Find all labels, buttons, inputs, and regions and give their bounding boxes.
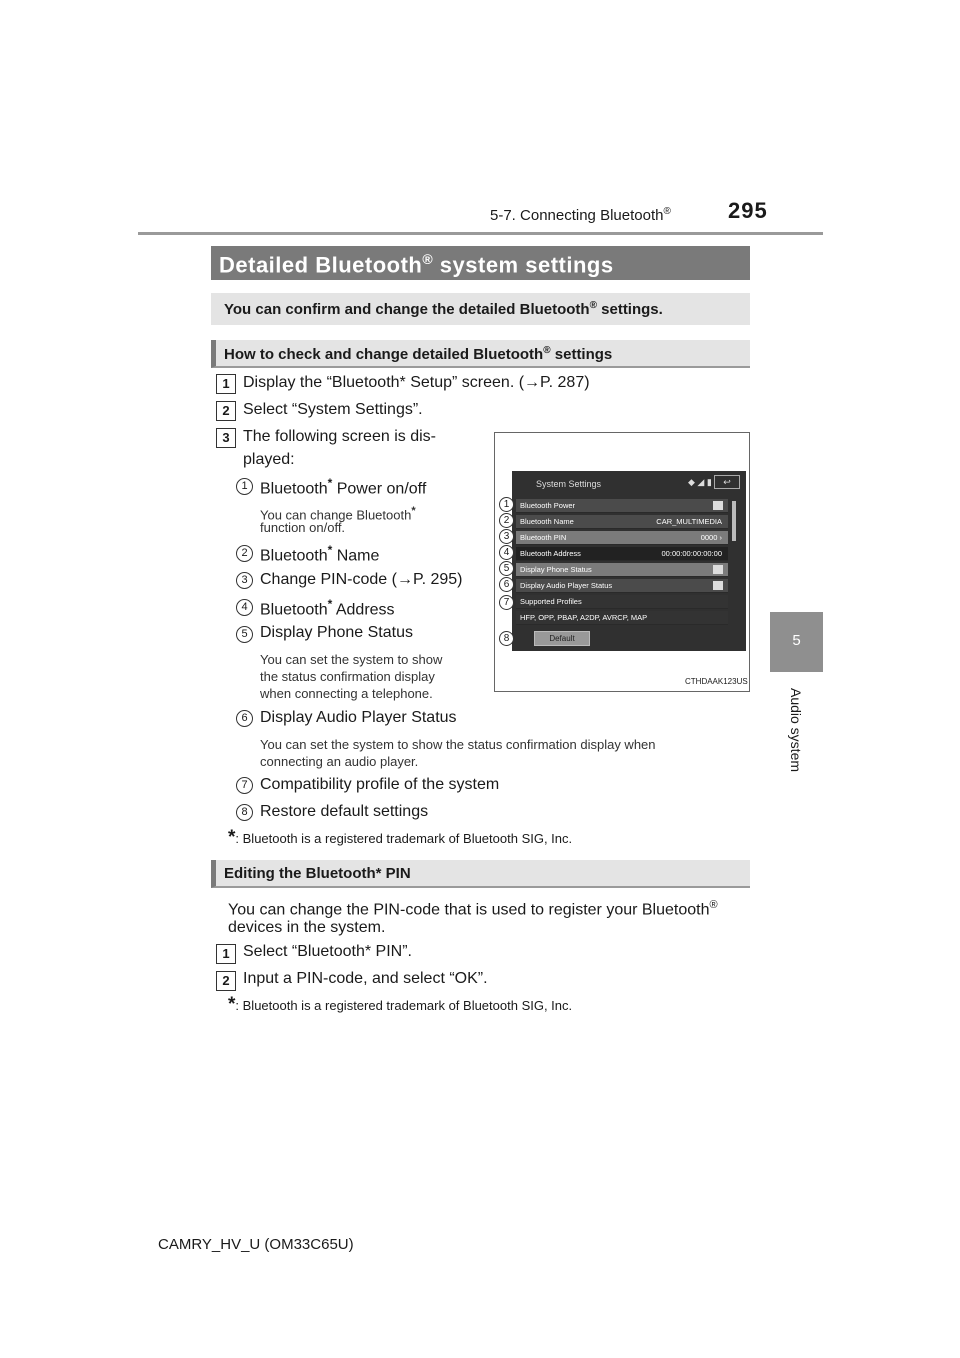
item-note: when connecting a telephone. <box>260 686 433 701</box>
item-note: You can set the system to show <box>260 652 443 667</box>
callout-4: 4 <box>499 545 514 560</box>
item-note: the status confirmation display <box>260 669 435 684</box>
checkbox-icon <box>713 581 723 590</box>
back-icon[interactable]: ↩ <box>714 475 740 489</box>
header-divider <box>138 232 823 235</box>
system-settings-figure <box>494 432 750 692</box>
chapter-label: Audio system <box>788 687 805 773</box>
step-text: Select “System Settings”. <box>243 401 423 418</box>
item-number: 1 <box>236 478 253 495</box>
item-number: 2 <box>236 545 253 562</box>
checkbox-icon <box>713 501 723 510</box>
item-note: function on/off. <box>260 520 346 535</box>
item-number: 4 <box>236 599 253 616</box>
step-text: Display the “Bluetooth* Setup” screen. (→P. 287) <box>243 374 590 391</box>
figure-code: CTHDAAK123US <box>685 677 748 686</box>
intro-box: You can confirm and change the detailed Bluetooth® settings. <box>211 293 750 325</box>
item-bluetooth-name: Bluetooth* Name <box>260 543 380 565</box>
scrollbar[interactable] <box>732 501 736 541</box>
item-number: 5 <box>236 626 253 643</box>
status-icons: ◆ ◢ ▮ <box>688 477 712 487</box>
item-note: connecting an audio player. <box>260 754 419 769</box>
screen-row-display-audio-player-status[interactable]: Display Audio Player Status <box>516 579 728 593</box>
footer-model-code: CAMRY_HV_U (OM33C65U) <box>158 1236 354 1253</box>
section-heading-editing-pin: Editing the Bluetooth* PIN <box>211 860 750 888</box>
page-number: 295 <box>728 198 768 223</box>
step-number: 2 <box>216 971 236 991</box>
callout-2: 2 <box>499 513 514 528</box>
section2-paragraph-line1: You can change the PIN-code that is used to register your Bluetooth® <box>228 899 718 919</box>
step-text: Select “Bluetooth* PIN”. <box>243 943 412 960</box>
callout-6: 6 <box>499 577 514 592</box>
step-number: 2 <box>216 401 236 421</box>
callout-5: 5 <box>499 561 514 576</box>
callout-1: 1 <box>499 497 514 512</box>
header-section-title: 5-7. Connecting Bluetooth® <box>490 206 671 224</box>
screen-row-bluetooth-power[interactable]: Bluetooth Power <box>516 499 728 513</box>
item-number: 6 <box>236 710 253 727</box>
item-note: You can set the system to show the status confirmation display when <box>260 737 656 752</box>
default-button[interactable]: Default <box>534 631 590 646</box>
item-number: 3 <box>236 572 253 589</box>
screen-row-profiles-list: HFP, OPP, PBAP, A2DP, AVRCP, MAP <box>516 611 728 625</box>
page-title: Detailed Bluetooth® system settings <box>211 246 750 280</box>
screen-row-bluetooth-name[interactable]: Bluetooth Name CAR_MULTIMEDIA <box>516 515 728 529</box>
step-text-line2: played: <box>243 451 295 468</box>
footnote: *: Bluetooth is a registered trademark of Bluetooth SIG, Inc. <box>228 994 573 1015</box>
item-compatibility-profile: Compatibility profile of the system <box>260 776 500 793</box>
item-bluetooth-address: Bluetooth* Address <box>260 597 395 619</box>
system-settings-screen <box>512 471 746 651</box>
chapter-tab[interactable]: 5 <box>770 612 823 672</box>
item-note: You can change Bluetooth* <box>260 505 416 523</box>
step-number: 1 <box>216 944 236 964</box>
item-number: 7 <box>236 777 253 794</box>
section2-paragraph-line2: devices in the system. <box>228 919 386 936</box>
item-restore-default: Restore default settings <box>260 803 429 820</box>
item-bluetooth-power: Bluetooth* Power on/off <box>260 476 427 498</box>
footnote: *: Bluetooth is a registered trademark of Bluetooth SIG, Inc. <box>228 827 573 848</box>
callout-3: 3 <box>499 529 514 544</box>
step-text-line1: The following screen is dis- <box>243 428 436 445</box>
screen-row-display-phone-status[interactable]: Display Phone Status <box>516 563 728 577</box>
item-display-audio-player-status: Display Audio Player Status <box>260 709 457 726</box>
screen-title: System Settings <box>536 479 602 489</box>
step-number: 3 <box>216 428 236 448</box>
item-change-pin: Change PIN-code (→P. 295) <box>260 571 463 588</box>
step-text: Input a PIN-code, and select “OK”. <box>243 970 488 987</box>
item-number: 8 <box>236 804 253 821</box>
step-number: 1 <box>216 374 236 394</box>
item-display-phone-status: Display Phone Status <box>260 624 413 641</box>
section-heading-check-change: How to check and change detailed Bluetooth® settings <box>211 340 750 368</box>
callout-8: 8 <box>499 631 514 646</box>
callout-7: 7 <box>499 595 514 610</box>
screen-row-supported-profiles: Supported Profiles <box>516 595 728 609</box>
screen-row-bluetooth-pin[interactable]: Bluetooth PIN 0000 › <box>516 531 728 545</box>
screen-row-bluetooth-address: Bluetooth Address 00:00:00:00:00:00 <box>516 547 728 561</box>
checkbox-icon <box>713 565 723 574</box>
